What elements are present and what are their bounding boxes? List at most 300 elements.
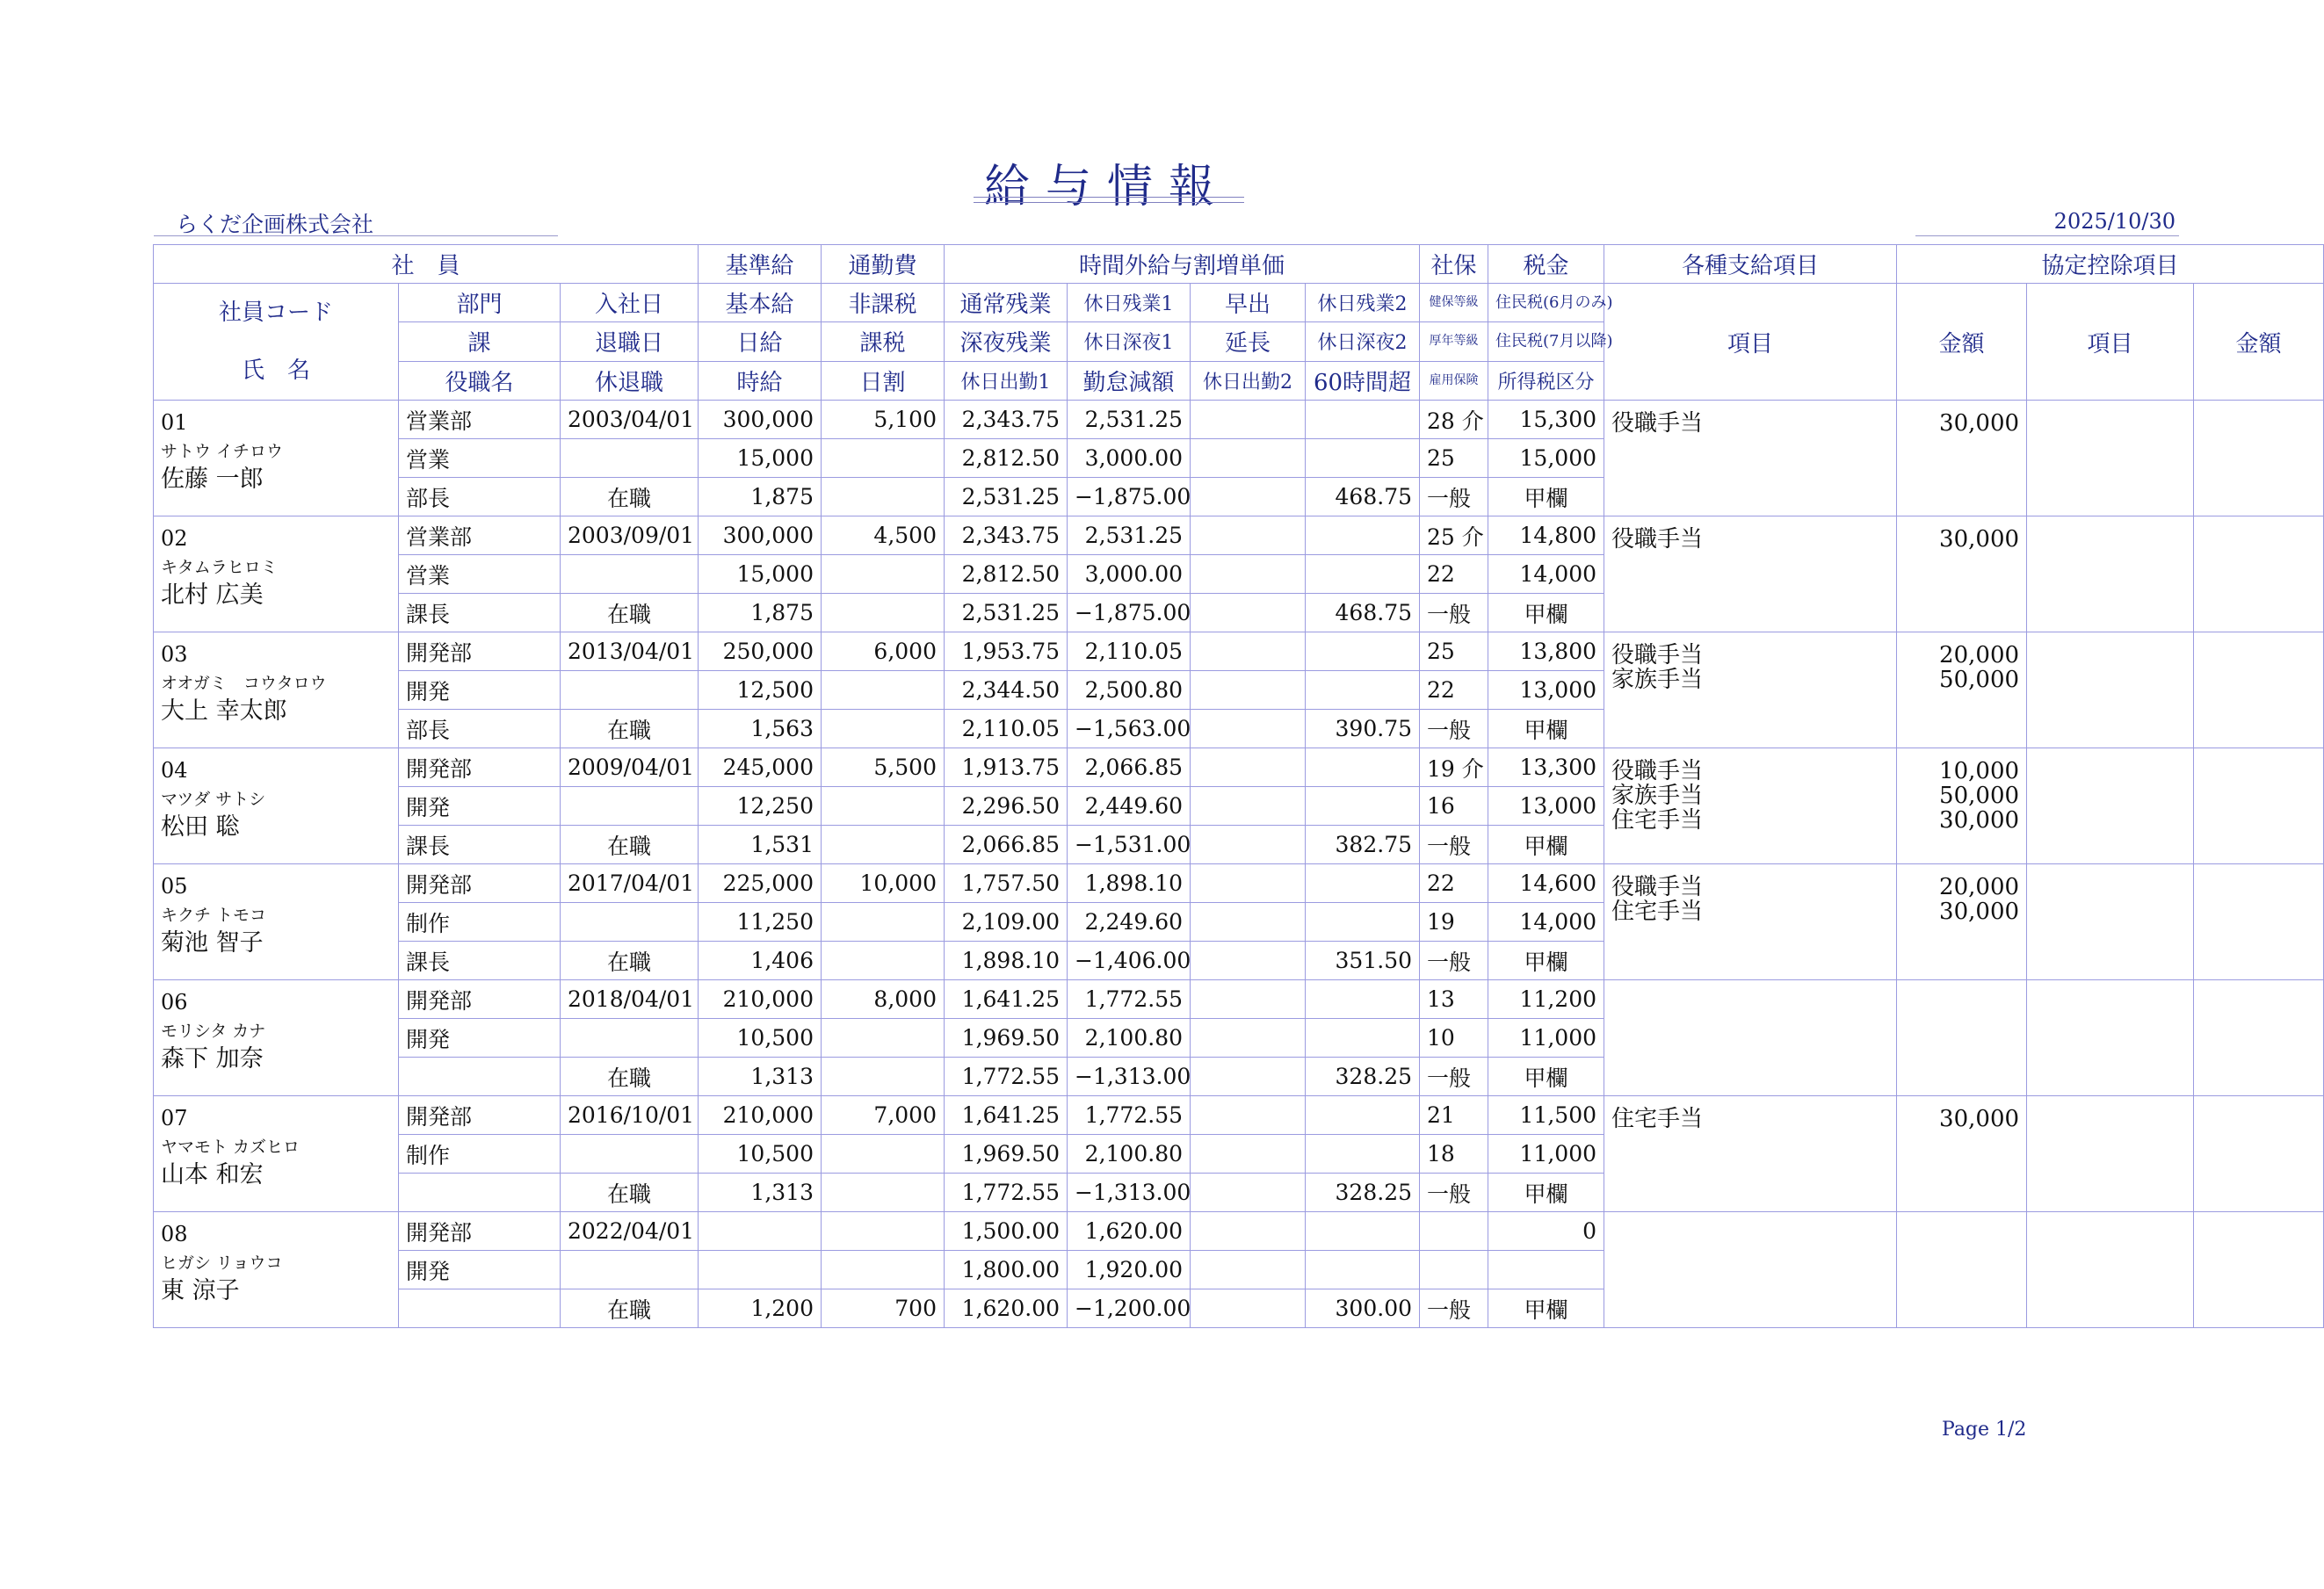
cell-pension: 16 bbox=[1420, 787, 1488, 826]
header-holiday-work2: 休日出勤2 bbox=[1191, 361, 1306, 400]
allowance-item: 住宅手当 bbox=[1611, 807, 1704, 834]
title-underline-2 bbox=[974, 202, 1244, 203]
cell-hol1: 1,620.00 bbox=[945, 1289, 1068, 1328]
allowance-item: 役職手当 bbox=[1611, 642, 1704, 668]
cell-dept: 開発部 bbox=[399, 1096, 561, 1135]
cell-pension: 22 bbox=[1420, 555, 1488, 594]
table-row bbox=[154, 980, 2324, 1019]
deduction-item bbox=[2027, 980, 2194, 1096]
cell-extension bbox=[1191, 1135, 1306, 1174]
cell-taxable bbox=[822, 671, 945, 710]
employee-code: 07 bbox=[161, 1106, 188, 1130]
cell-early bbox=[1191, 864, 1306, 903]
cell-extension bbox=[1191, 439, 1306, 478]
header-extension: 延長 bbox=[1191, 322, 1306, 361]
table-row bbox=[154, 516, 2324, 555]
cell-over60: 328.25 bbox=[1306, 1174, 1420, 1212]
deduction-item bbox=[2027, 748, 2194, 864]
company-underline bbox=[154, 235, 558, 236]
cell-ot-night: 1,969.50 bbox=[945, 1019, 1068, 1058]
cell-dayrate bbox=[822, 594, 945, 632]
cell-deduct: −1,200.00 bbox=[1068, 1289, 1191, 1328]
employee-kana: キタムラヒロミ bbox=[161, 558, 278, 578]
cell-hol2 bbox=[1191, 594, 1306, 632]
deduction-amount bbox=[2194, 516, 2324, 632]
cell-emp-ins: 一般 bbox=[1420, 478, 1488, 516]
deduction-amount bbox=[2194, 748, 2324, 864]
cell-night-hol1: 1,920.00 bbox=[1068, 1251, 1191, 1289]
cell-ot-normal: 1,641.25 bbox=[945, 1096, 1068, 1135]
allowance-items bbox=[1604, 401, 1897, 516]
cell-health: 22 bbox=[1420, 864, 1488, 903]
cell-pension bbox=[1420, 1251, 1488, 1289]
cell-night-hol1: 2,449.60 bbox=[1068, 787, 1191, 826]
header-section: 課 bbox=[399, 322, 561, 361]
cell-dept: 開発部 bbox=[399, 980, 561, 1019]
table-body bbox=[154, 401, 2324, 1328]
cell-dept: 開発部 bbox=[399, 632, 561, 671]
cell-retire bbox=[561, 1019, 699, 1058]
deduction-amount bbox=[2194, 632, 2324, 748]
cell-over60: 382.75 bbox=[1306, 826, 1420, 864]
deduction-amount bbox=[2194, 980, 2324, 1096]
allowance-amounts bbox=[1897, 1096, 2027, 1212]
allowance-items bbox=[1604, 864, 1897, 980]
cell-night-hol1: 2,249.60 bbox=[1068, 903, 1191, 942]
employee-kana: マツダ サトシ bbox=[161, 790, 266, 810]
cell-daily: 10,500 bbox=[699, 1019, 822, 1058]
cell-ot-hol2 bbox=[1306, 401, 1420, 439]
cell-hire: 2017/04/01 bbox=[561, 864, 699, 903]
employee-kana: キクチ トモコ bbox=[161, 906, 267, 926]
cell-hol1: 2,110.05 bbox=[945, 710, 1068, 748]
allowance-item: 役職手当 bbox=[1611, 758, 1704, 784]
allowance-item: 役職手当 bbox=[1611, 874, 1704, 900]
employee-cell bbox=[154, 632, 399, 748]
cell-tax-class: 甲欄 bbox=[1488, 710, 1604, 748]
cell-nontax: 5,500 bbox=[822, 748, 945, 787]
cell-section: 営業 bbox=[399, 555, 561, 594]
cell-ot-hol2 bbox=[1306, 516, 1420, 555]
allowance-items bbox=[1604, 1212, 1897, 1328]
cell-res-june: 11,500 bbox=[1488, 1096, 1604, 1135]
cell-health: 28 介 bbox=[1420, 401, 1488, 439]
cell-night-hol2 bbox=[1306, 439, 1420, 478]
employee-name: 大上 幸太郎 bbox=[161, 697, 287, 726]
cell-nontax: 4,500 bbox=[822, 516, 945, 555]
cell-ot-night: 2,812.50 bbox=[945, 439, 1068, 478]
cell-ot-hol1: 1,772.55 bbox=[1068, 1096, 1191, 1135]
employee-cell bbox=[154, 1212, 399, 1328]
header-ot-holiday1: 休日残業1 bbox=[1068, 284, 1191, 322]
cell-over60: 468.75 bbox=[1306, 478, 1420, 516]
cell-daily: 15,000 bbox=[699, 439, 822, 478]
cell-section: 開発 bbox=[399, 1019, 561, 1058]
header-allowances: 各種支給項目 bbox=[1604, 245, 1897, 284]
employee-kana: オオガミ コウタロウ bbox=[161, 674, 327, 694]
cell-base: 210,000 bbox=[699, 1096, 822, 1135]
table-row bbox=[154, 632, 2324, 671]
cell-status: 在職 bbox=[561, 478, 699, 516]
allowance-amounts bbox=[1897, 401, 2027, 516]
cell-hire: 2009/04/01 bbox=[561, 748, 699, 787]
cell-base: 245,000 bbox=[699, 748, 822, 787]
cell-hourly: 1,200 bbox=[699, 1289, 822, 1328]
cell-night-hol2 bbox=[1306, 671, 1420, 710]
employee-kana: ヒガシ リョウコ bbox=[161, 1253, 283, 1274]
cell-position: 部長 bbox=[399, 710, 561, 748]
cell-deduct: −1,875.00 bbox=[1068, 478, 1191, 516]
cell-hol2 bbox=[1191, 1174, 1306, 1212]
cell-over60: 468.75 bbox=[1306, 594, 1420, 632]
deduction-item bbox=[2027, 1212, 2194, 1328]
allowance-item: 家族手当 bbox=[1611, 667, 1704, 693]
table-row bbox=[154, 748, 2324, 787]
cell-ot-hol1: 1,772.55 bbox=[1068, 980, 1191, 1019]
header-ot-holiday2: 休日残業2 bbox=[1306, 284, 1420, 322]
deduction-item bbox=[2027, 516, 2194, 632]
cell-nontax: 6,000 bbox=[822, 632, 945, 671]
cell-res-june: 13,800 bbox=[1488, 632, 1604, 671]
cell-emp-ins: 一般 bbox=[1420, 594, 1488, 632]
allowance-item: 住宅手当 bbox=[1611, 1106, 1704, 1132]
cell-hourly: 1,875 bbox=[699, 478, 822, 516]
cell-hire: 2003/09/01 bbox=[561, 516, 699, 555]
header-item-2: 項目 bbox=[2027, 284, 2194, 401]
cell-early bbox=[1191, 1212, 1306, 1251]
cell-res-june: 11,200 bbox=[1488, 980, 1604, 1019]
cell-position bbox=[399, 1289, 561, 1328]
cell-tax-class: 甲欄 bbox=[1488, 1174, 1604, 1212]
cell-base: 210,000 bbox=[699, 980, 822, 1019]
employee-name: 佐藤 一郎 bbox=[161, 466, 264, 494]
report-title: 給与情報 bbox=[983, 161, 1230, 213]
cell-health: 19 介 bbox=[1420, 748, 1488, 787]
employee-name: 森下 加奈 bbox=[161, 1045, 264, 1073]
cell-extension bbox=[1191, 903, 1306, 942]
header-employment-insurance: 雇用保険 bbox=[1420, 361, 1488, 400]
header-retire-date: 退職日 bbox=[561, 322, 699, 361]
cell-section: 開発 bbox=[399, 787, 561, 826]
cell-ot-night: 1,800.00 bbox=[945, 1251, 1068, 1289]
allowance-amounts bbox=[1897, 980, 2027, 1096]
cell-pension: 19 bbox=[1420, 903, 1488, 942]
title-underline bbox=[974, 197, 1244, 198]
cell-over60: 390.75 bbox=[1306, 710, 1420, 748]
cell-position bbox=[399, 1058, 561, 1096]
employee-code: 05 bbox=[161, 874, 188, 899]
deduction-item bbox=[2027, 1096, 2194, 1212]
header-hourly-pay: 時給 bbox=[699, 361, 822, 400]
employee-kana: サトウ イチロウ bbox=[161, 442, 284, 462]
allowance-items bbox=[1604, 632, 1897, 748]
header-holiday-work1: 休日出勤1 bbox=[945, 361, 1068, 400]
cell-section: 営業 bbox=[399, 439, 561, 478]
header-ot-night: 深夜残業 bbox=[945, 322, 1068, 361]
cell-ot-night: 2,296.50 bbox=[945, 787, 1068, 826]
cell-res-july: 14,000 bbox=[1488, 903, 1604, 942]
deduction-item bbox=[2027, 864, 2194, 980]
allowance-amount: 30,000 bbox=[1939, 1106, 2020, 1132]
header-overtime-rate: 時間外給与割増単価 bbox=[945, 245, 1420, 284]
cell-night-hol1: 2,100.80 bbox=[1068, 1019, 1191, 1058]
cell-res-july: 11,000 bbox=[1488, 1135, 1604, 1174]
allowance-amount: 50,000 bbox=[1939, 783, 2020, 809]
cell-nontax: 10,000 bbox=[822, 864, 945, 903]
report-date: 2025/10/30 bbox=[2053, 209, 2176, 234]
cell-res-july: 14,000 bbox=[1488, 555, 1604, 594]
cell-res-july: 15,000 bbox=[1488, 439, 1604, 478]
allowance-amount: 30,000 bbox=[1939, 526, 2020, 553]
employee-cell bbox=[154, 980, 399, 1096]
cell-hire: 2013/04/01 bbox=[561, 632, 699, 671]
cell-hourly: 1,313 bbox=[699, 1174, 822, 1212]
cell-position: 課長 bbox=[399, 942, 561, 980]
cell-extension bbox=[1191, 787, 1306, 826]
header-amount-2: 金額 bbox=[2194, 284, 2324, 401]
allowance-amount: 20,000 bbox=[1939, 642, 2020, 668]
cell-health bbox=[1420, 1212, 1488, 1251]
header-daily-pay: 日給 bbox=[699, 322, 822, 361]
cell-pension: 10 bbox=[1420, 1019, 1488, 1058]
table-row bbox=[154, 864, 2324, 903]
cell-ot-normal: 1,641.25 bbox=[945, 980, 1068, 1019]
allowance-amounts bbox=[1897, 516, 2027, 632]
header-code-name bbox=[154, 284, 399, 401]
cell-ot-hol1: 1,898.10 bbox=[1068, 864, 1191, 903]
cell-tax-class: 甲欄 bbox=[1488, 942, 1604, 980]
cell-night-hol1: 2,500.80 bbox=[1068, 671, 1191, 710]
deduction-amount bbox=[2194, 401, 2324, 516]
cell-hol1: 1,772.55 bbox=[945, 1058, 1068, 1096]
cell-status: 在職 bbox=[561, 1058, 699, 1096]
employee-name: 山本 和宏 bbox=[161, 1161, 264, 1189]
cell-ot-hol1: 1,620.00 bbox=[1068, 1212, 1191, 1251]
cell-hol2 bbox=[1191, 826, 1306, 864]
header-row-top bbox=[154, 245, 2324, 284]
cell-night-hol2 bbox=[1306, 1019, 1420, 1058]
header-taxable: 課税 bbox=[822, 322, 945, 361]
cell-retire bbox=[561, 555, 699, 594]
cell-deduct: −1,406.00 bbox=[1068, 942, 1191, 980]
employee-kana: モリシタ カナ bbox=[161, 1022, 266, 1042]
cell-early bbox=[1191, 1096, 1306, 1135]
cell-daily: 11,250 bbox=[699, 903, 822, 942]
employee-cell bbox=[154, 1096, 399, 1212]
page-number: Page 1/2 bbox=[1942, 1419, 2027, 1441]
cell-res-july bbox=[1488, 1251, 1604, 1289]
header-resident-tax-july: 住民税(7月以降) bbox=[1488, 322, 1604, 361]
cell-ot-hol2 bbox=[1306, 1212, 1420, 1251]
cell-res-july: 13,000 bbox=[1488, 671, 1604, 710]
payroll-table bbox=[153, 244, 2324, 1328]
cell-retire bbox=[561, 671, 699, 710]
cell-deduct: −1,531.00 bbox=[1068, 826, 1191, 864]
cell-hourly: 1,531 bbox=[699, 826, 822, 864]
cell-status: 在職 bbox=[561, 710, 699, 748]
cell-status: 在職 bbox=[561, 826, 699, 864]
cell-emp-ins: 一般 bbox=[1420, 826, 1488, 864]
cell-extension bbox=[1191, 1251, 1306, 1289]
header-tax: 税金 bbox=[1488, 245, 1604, 284]
cell-res-june: 13,300 bbox=[1488, 748, 1604, 787]
cell-dayrate bbox=[822, 826, 945, 864]
cell-ot-night: 2,344.50 bbox=[945, 671, 1068, 710]
cell-ot-hol1: 2,531.25 bbox=[1068, 516, 1191, 555]
header-social-insurance: 社保 bbox=[1420, 245, 1488, 284]
cell-hourly: 1,875 bbox=[699, 594, 822, 632]
cell-dept: 営業部 bbox=[399, 401, 561, 439]
allowance-items bbox=[1604, 980, 1897, 1096]
header-row-1 bbox=[154, 284, 2324, 322]
cell-night-hol1: 2,100.80 bbox=[1068, 1135, 1191, 1174]
cell-ot-hol2 bbox=[1306, 1096, 1420, 1135]
cell-over60: 328.25 bbox=[1306, 1058, 1420, 1096]
cell-night-hol2 bbox=[1306, 903, 1420, 942]
allowance-amounts bbox=[1897, 632, 2027, 748]
cell-hol1: 2,066.85 bbox=[945, 826, 1068, 864]
allowance-amount: 20,000 bbox=[1939, 874, 2020, 900]
cell-ot-normal: 2,343.75 bbox=[945, 401, 1068, 439]
header-night-holiday1: 休日深夜1 bbox=[1068, 322, 1191, 361]
cell-tax-class: 甲欄 bbox=[1488, 594, 1604, 632]
cell-base bbox=[699, 1212, 822, 1251]
cell-early bbox=[1191, 516, 1306, 555]
header-income-tax-class: 所得税区分 bbox=[1488, 361, 1604, 400]
cell-dept: 開発部 bbox=[399, 864, 561, 903]
cell-hire: 2022/04/01 bbox=[561, 1212, 699, 1251]
header-agreement-deductions: 協定控除項目 bbox=[1897, 245, 2324, 284]
allowance-amount: 10,000 bbox=[1939, 758, 2020, 784]
deduction-amount bbox=[2194, 1096, 2324, 1212]
cell-ot-normal: 1,913.75 bbox=[945, 748, 1068, 787]
cell-nontax: 7,000 bbox=[822, 1096, 945, 1135]
allowance-items bbox=[1604, 516, 1897, 632]
cell-pension: 25 bbox=[1420, 439, 1488, 478]
cell-retire bbox=[561, 1251, 699, 1289]
header-pension-grade: 厚年等級 bbox=[1420, 322, 1488, 361]
cell-early bbox=[1191, 401, 1306, 439]
employee-cell bbox=[154, 748, 399, 864]
employee-name: 松田 聡 bbox=[161, 813, 240, 841]
cell-emp-ins: 一般 bbox=[1420, 710, 1488, 748]
cell-hol2 bbox=[1191, 1058, 1306, 1096]
cell-hol2 bbox=[1191, 710, 1306, 748]
cell-position: 課長 bbox=[399, 826, 561, 864]
cell-extension bbox=[1191, 1019, 1306, 1058]
header-position: 役職名 bbox=[399, 361, 561, 400]
cell-nontax bbox=[822, 1212, 945, 1251]
cell-section: 開発 bbox=[399, 671, 561, 710]
employee-code: 06 bbox=[161, 990, 188, 1015]
cell-nontax: 8,000 bbox=[822, 980, 945, 1019]
cell-night-hol1: 3,000.00 bbox=[1068, 439, 1191, 478]
cell-dept: 開発部 bbox=[399, 1212, 561, 1251]
cell-emp-ins: 一般 bbox=[1420, 1058, 1488, 1096]
cell-extension bbox=[1191, 555, 1306, 594]
header-employee-name: 氏 名 bbox=[241, 358, 310, 384]
cell-deduct: −1,875.00 bbox=[1068, 594, 1191, 632]
cell-ot-normal: 2,343.75 bbox=[945, 516, 1068, 555]
cell-base: 250,000 bbox=[699, 632, 822, 671]
employee-cell bbox=[154, 864, 399, 980]
cell-hire: 2003/04/01 bbox=[561, 401, 699, 439]
cell-early bbox=[1191, 980, 1306, 1019]
date-underline bbox=[1915, 235, 2179, 236]
employee-code: 03 bbox=[161, 642, 188, 667]
cell-dayrate: 700 bbox=[822, 1289, 945, 1328]
employee-code: 02 bbox=[161, 526, 188, 551]
employee-name: 菊池 智子 bbox=[161, 929, 264, 957]
cell-status: 在職 bbox=[561, 594, 699, 632]
cell-pension: 18 bbox=[1420, 1135, 1488, 1174]
allowance-amounts bbox=[1897, 1212, 2027, 1328]
cell-ot-hol1: 2,110.05 bbox=[1068, 632, 1191, 671]
header-night-holiday2: 休日深夜2 bbox=[1306, 322, 1420, 361]
allowance-amount: 30,000 bbox=[1939, 899, 2020, 925]
cell-hol1: 1,772.55 bbox=[945, 1174, 1068, 1212]
employee-kana: ヤマモト カズヒロ bbox=[161, 1138, 300, 1158]
deduction-amount bbox=[2194, 864, 2324, 980]
cell-deduct: −1,313.00 bbox=[1068, 1058, 1191, 1096]
cell-res-june: 15,300 bbox=[1488, 401, 1604, 439]
header-item: 項目 bbox=[1604, 284, 1897, 401]
cell-taxable bbox=[822, 439, 945, 478]
cell-ot-night: 2,109.00 bbox=[945, 903, 1068, 942]
employee-cell bbox=[154, 516, 399, 632]
cell-ot-hol1: 2,531.25 bbox=[1068, 401, 1191, 439]
header-leave-status: 休退職 bbox=[561, 361, 699, 400]
cell-section: 制作 bbox=[399, 1135, 561, 1174]
cell-night-hol2 bbox=[1306, 787, 1420, 826]
table-row bbox=[154, 1212, 2324, 1251]
cell-res-june: 14,600 bbox=[1488, 864, 1604, 903]
header-non-taxable: 非課税 bbox=[822, 284, 945, 322]
employee-code: 01 bbox=[161, 410, 188, 435]
cell-res-july: 11,000 bbox=[1488, 1019, 1604, 1058]
cell-hol1: 2,531.25 bbox=[945, 478, 1068, 516]
deduction-amount bbox=[2194, 1212, 2324, 1328]
cell-ot-hol2 bbox=[1306, 632, 1420, 671]
allowance-amount: 50,000 bbox=[1939, 667, 2020, 693]
employee-code: 04 bbox=[161, 758, 188, 783]
cell-daily bbox=[699, 1251, 822, 1289]
cell-over60: 351.50 bbox=[1306, 942, 1420, 980]
cell-ot-hol2 bbox=[1306, 864, 1420, 903]
cell-base: 225,000 bbox=[699, 864, 822, 903]
cell-position: 課長 bbox=[399, 594, 561, 632]
employee-code: 08 bbox=[161, 1222, 188, 1246]
cell-taxable bbox=[822, 1251, 945, 1289]
cell-hol2 bbox=[1191, 942, 1306, 980]
company-name: らくだ企画株式会社 bbox=[176, 212, 374, 237]
cell-night-hol2 bbox=[1306, 555, 1420, 594]
cell-hourly: 1,313 bbox=[699, 1058, 822, 1096]
cell-taxable bbox=[822, 903, 945, 942]
cell-ot-hol2 bbox=[1306, 748, 1420, 787]
cell-night-hol2 bbox=[1306, 1135, 1420, 1174]
header-base-pay: 基本給 bbox=[699, 284, 822, 322]
cell-early bbox=[1191, 748, 1306, 787]
cell-hourly: 1,563 bbox=[699, 710, 822, 748]
cell-taxable bbox=[822, 1135, 945, 1174]
table-header bbox=[154, 245, 2324, 401]
cell-dayrate bbox=[822, 478, 945, 516]
cell-deduct: −1,313.00 bbox=[1068, 1174, 1191, 1212]
cell-section: 制作 bbox=[399, 903, 561, 942]
cell-dayrate bbox=[822, 1058, 945, 1096]
cell-health: 13 bbox=[1420, 980, 1488, 1019]
